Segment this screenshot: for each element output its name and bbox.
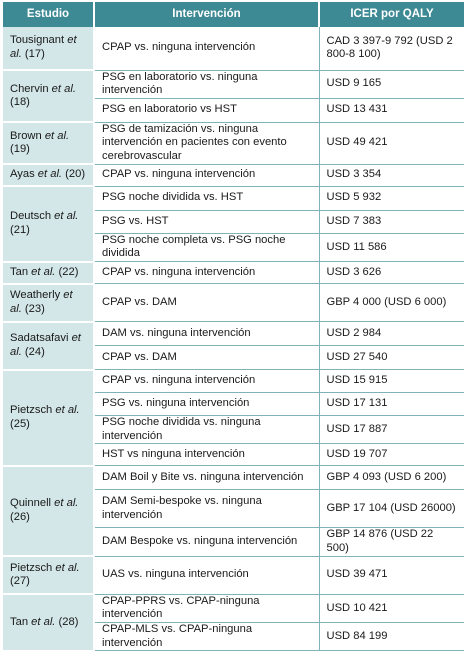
intervention-cell: PSG noche completa vs. PSG noche dividida: [94, 233, 319, 261]
intervention-cell: PSG vs. HST: [94, 210, 319, 233]
intervention-cell: CPAP vs. DAM: [94, 284, 319, 322]
intervention-cell: DAM vs. ninguna intervención: [94, 322, 319, 346]
intervention-cell: CPAP vs. ninguna intervención: [94, 262, 319, 284]
icer-cell: USD 49 421: [319, 122, 464, 164]
table-row: [3, 370, 464, 393]
icer-cell: USD 17 131: [319, 393, 464, 416]
intervention-cell: CPAP vs. ninguna intervención: [94, 164, 319, 186]
table-row: [3, 322, 464, 346]
intervention-cell: CPAP-MLS vs. CPAP-ninguna intervención: [94, 623, 319, 651]
icer-cell: USD 7 383: [319, 210, 464, 233]
intervention-cell: UAS vs. ninguna intervención: [94, 556, 319, 594]
intervention-cell: PSG de tamización vs. ninguna intervención en pacientes con evento cerebrovascular: [94, 122, 319, 164]
intervention-cell: CPAP vs. ninguna intervención: [94, 370, 319, 393]
icer-cell: USD 27 540: [319, 346, 464, 370]
table-row: [3, 122, 464, 164]
icer-cell: GBP 14 876 (USD 22 500): [319, 528, 464, 556]
table-row: [3, 27, 464, 70]
intervention-cell: PSG en laboratorio vs. ninguna intervención: [94, 70, 319, 98]
table-row: [3, 466, 464, 490]
header-intervencion: Intervención: [94, 2, 319, 27]
intervention-cell: DAM Semi-bespoke vs. ninguna intervención: [94, 490, 319, 528]
table-row: [3, 164, 464, 186]
study-cell: Weatherly et al. (23): [3, 284, 94, 322]
intervention-cell: CPAP vs. ninguna intervención: [94, 27, 319, 70]
icer-cell: USD 17 887: [319, 416, 464, 444]
study-cell: Chervin et al. (18): [3, 70, 94, 122]
intervention-cell: CPAP-PPRS vs. CPAP-ninguna intervención: [94, 594, 319, 622]
icer-cell: USD 19 707: [319, 444, 464, 466]
icer-cell: GBP 4 093 (USD 6 200): [319, 466, 464, 490]
icer-cell: USD 5 932: [319, 186, 464, 210]
header-estudio: Estudio: [3, 2, 94, 27]
study-cell: Pietzsch et al. (25): [3, 370, 94, 466]
table-row: [3, 556, 464, 594]
study-cell: Deutsch et al. (21): [3, 186, 94, 261]
study-cell: Tousignant et al. (17): [3, 27, 94, 70]
icer-cell: USD 15 915: [319, 370, 464, 393]
icer-cell: USD 39 471: [319, 556, 464, 594]
table-row: [3, 186, 464, 210]
intervention-cell: PSG noche dividida vs. ninguna intervención: [94, 416, 319, 444]
study-cell: Tan et al. (22): [3, 262, 94, 284]
table-row: [3, 262, 464, 284]
icer-cell: CAD 3 397-9 792 (USD 2 800-8 100): [319, 27, 464, 70]
table-row: [3, 594, 464, 622]
table-header: [3, 2, 464, 27]
icer-cell: USD 84 199: [319, 623, 464, 651]
intervention-cell: CPAP vs. DAM: [94, 346, 319, 370]
icer-cell: GBP 4 000 (USD 6 000): [319, 284, 464, 322]
icer-cell: USD 13 431: [319, 98, 464, 122]
table-body: [3, 27, 464, 651]
intervention-cell: DAM Boil y Bite vs. ninguna intervención: [94, 466, 319, 490]
icer-cell: USD 10 421: [319, 594, 464, 622]
header-row: [3, 2, 464, 27]
header-icer: ICER por QALY: [319, 2, 464, 27]
study-cell: Ayas et al. (20): [3, 164, 94, 186]
icer-table: [3, 2, 464, 652]
icer-cell: USD 9 165: [319, 70, 464, 98]
intervention-cell: PSG noche dividida vs. HST: [94, 186, 319, 210]
intervention-cell: PSG en laboratorio vs HST: [94, 98, 319, 122]
intervention-cell: DAM Bespoke vs. ninguna intervención: [94, 528, 319, 556]
study-cell: Brown et al. (19): [3, 122, 94, 164]
icer-cell: USD 3 626: [319, 262, 464, 284]
table-row: [3, 284, 464, 322]
intervention-cell: HST vs ninguna intervención: [94, 444, 319, 466]
study-cell: Sadatsafavi et al. (24): [3, 322, 94, 370]
icer-cell: GBP 17 104 (USD 26000): [319, 490, 464, 528]
icer-cell: USD 2 984: [319, 322, 464, 346]
study-cell: Quinnell et al. (26): [3, 466, 94, 556]
intervention-cell: PSG vs. ninguna intervención: [94, 393, 319, 416]
study-cell: Pietzsch et al. (27): [3, 556, 94, 594]
table-row: [3, 70, 464, 98]
icer-cell: USD 3 354: [319, 164, 464, 186]
study-cell: Tan et al. (28): [3, 594, 94, 651]
icer-cell: USD 11 586: [319, 233, 464, 261]
